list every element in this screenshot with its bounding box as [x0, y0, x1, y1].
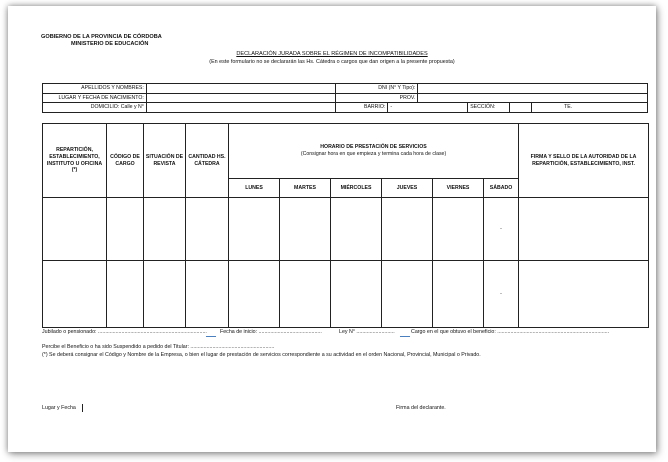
- day-sabado: SÁBADO: [484, 179, 519, 198]
- barrio-label: BARRIO:: [336, 103, 388, 113]
- col-firma: FIRMA Y SELLO DE LA AUTORIDAD DE LA REPARTICIÓN, ESTABLECIMIENTO, INST.: [519, 124, 649, 198]
- percibe-field[interactable]: Percibe el Beneficio o ha sido Suspendido a pedido del Titular: .........................................................: [42, 344, 275, 350]
- apellidos-label: APELLIDOS Y NOMBRES:: [43, 84, 147, 94]
- col-cantidad: CANTIDAD HS. CÁTEDRA: [186, 124, 229, 198]
- cell-miercoles[interactable]: [331, 198, 382, 261]
- schedule-table: [42, 123, 649, 328]
- firma-label: Firma del declarante.: [396, 405, 446, 411]
- cell-sabado[interactable]: -: [484, 261, 519, 328]
- domicilio-label: DOMICILIO: Calle y N°: [43, 103, 147, 113]
- cell-martes[interactable]: [280, 261, 331, 328]
- cell-miercoles[interactable]: [331, 261, 382, 328]
- day-jueves: JUEVES: [382, 179, 433, 198]
- cell-firma[interactable]: [519, 261, 649, 328]
- org-line-1: GOBIERNO DE LA PROVINCIA DE CÓRDOBA: [41, 34, 162, 40]
- row-nacimiento: [43, 93, 648, 103]
- prov-label: PROV.: [336, 93, 418, 103]
- lugar-fecha-label: Lugar y Fecha: [42, 405, 76, 411]
- domicilio-value[interactable]: [146, 103, 336, 113]
- form-subtitle: (En este formulario no se declararán las Hs. Cátedra o cargos que dan origen a la presente propuesta): [209, 59, 455, 65]
- cell-reparticion[interactable]: [43, 261, 107, 328]
- form-sheet: [8, 6, 656, 452]
- row-domicilio: [43, 103, 648, 113]
- cell-jueves[interactable]: [382, 261, 433, 328]
- col-situacion: SITUACIÓN DE REVISTA: [144, 124, 186, 198]
- cell-martes[interactable]: [280, 198, 331, 261]
- cell-situacion[interactable]: [144, 261, 186, 328]
- table-row: [43, 198, 649, 261]
- fecha-inicio-field[interactable]: Fecha de inicio: ...........................................: [220, 329, 322, 335]
- barrio-value[interactable]: -: [388, 103, 468, 113]
- seccion-value[interactable]: [510, 103, 532, 113]
- cell-reparticion[interactable]: [43, 198, 107, 261]
- field-mark: [206, 336, 216, 337]
- ley-field[interactable]: Ley N° ..........................: [339, 329, 395, 335]
- row-apellidos: [43, 84, 648, 94]
- cell-situacion[interactable]: [144, 198, 186, 261]
- day-viernes: VIERNES: [433, 179, 484, 198]
- horario-header: [229, 124, 519, 179]
- cargo-field[interactable]: Cargo en el que obtuvo el beneficio: ............................................................................: [411, 329, 610, 335]
- cell-sabado[interactable]: -: [484, 198, 519, 261]
- field-mark: [400, 336, 410, 337]
- dni-value[interactable]: [418, 84, 648, 94]
- col-reparticion: REPARTICIÓN, ESTABLECIMIENTO, INSTITUTO U OFICINA (*): [43, 124, 107, 198]
- table-row: [43, 261, 649, 328]
- apellidos-value[interactable]: [146, 84, 336, 94]
- horario-title: HORARIO DE PRESTACIÓN DE SERVICIOS: [320, 144, 427, 151]
- horario-note: (Consignar hora en que empieza y termina cada hora de clase): [300, 151, 447, 157]
- cell-jueves[interactable]: [382, 198, 433, 261]
- te-cell[interactable]: [532, 103, 648, 113]
- cell-firma[interactable]: [519, 198, 649, 261]
- te-label: TE.: [564, 104, 573, 111]
- lugar-nacimiento-value[interactable]: [146, 93, 336, 103]
- cell-cantidad[interactable]: [186, 261, 229, 328]
- day-martes: MARTES: [280, 179, 331, 198]
- cell-codigo[interactable]: [107, 198, 144, 261]
- header-row: [43, 124, 649, 179]
- cell-lunes[interactable]: [229, 261, 280, 328]
- col-codigo: CÓDIGO DE CARGO: [107, 124, 144, 198]
- cell-viernes[interactable]: [433, 261, 484, 328]
- prov-value[interactable]: [418, 93, 648, 103]
- day-miercoles: MIÉRCOLES: [331, 179, 382, 198]
- seccion-label: SECCIÓN:: [468, 103, 510, 113]
- dni-label: DNI (N° Y Tipo):: [336, 84, 418, 94]
- day-lunes: LUNES: [229, 179, 280, 198]
- cell-codigo[interactable]: [107, 261, 144, 328]
- lugar-nacimiento-label: LUGAR Y FECHA DE NACIMIENTO:: [43, 93, 147, 103]
- text-cursor: [82, 404, 83, 412]
- org-line-2: MINISTERIO DE EDUCACIÓN: [71, 41, 149, 47]
- jubilado-field[interactable]: Jubilado o pensionado: ..........................................................................: [42, 329, 207, 335]
- cell-lunes[interactable]: [229, 198, 280, 261]
- personal-data-table: [42, 83, 648, 113]
- form-title: DECLARACIÓN JURADA SOBRE EL RÉGIMEN DE INCOMPATIBILIDADES: [236, 51, 428, 57]
- cell-viernes[interactable]: [433, 198, 484, 261]
- footnote: (*) Se deberá consignar el Código y Nombre de la Empresa, o bien el lugar de prestación de servicios correspondiente a su actividad en el orden Nacional, Provincial, Municipal o Privado.: [42, 352, 481, 358]
- cell-cantidad[interactable]: [186, 198, 229, 261]
